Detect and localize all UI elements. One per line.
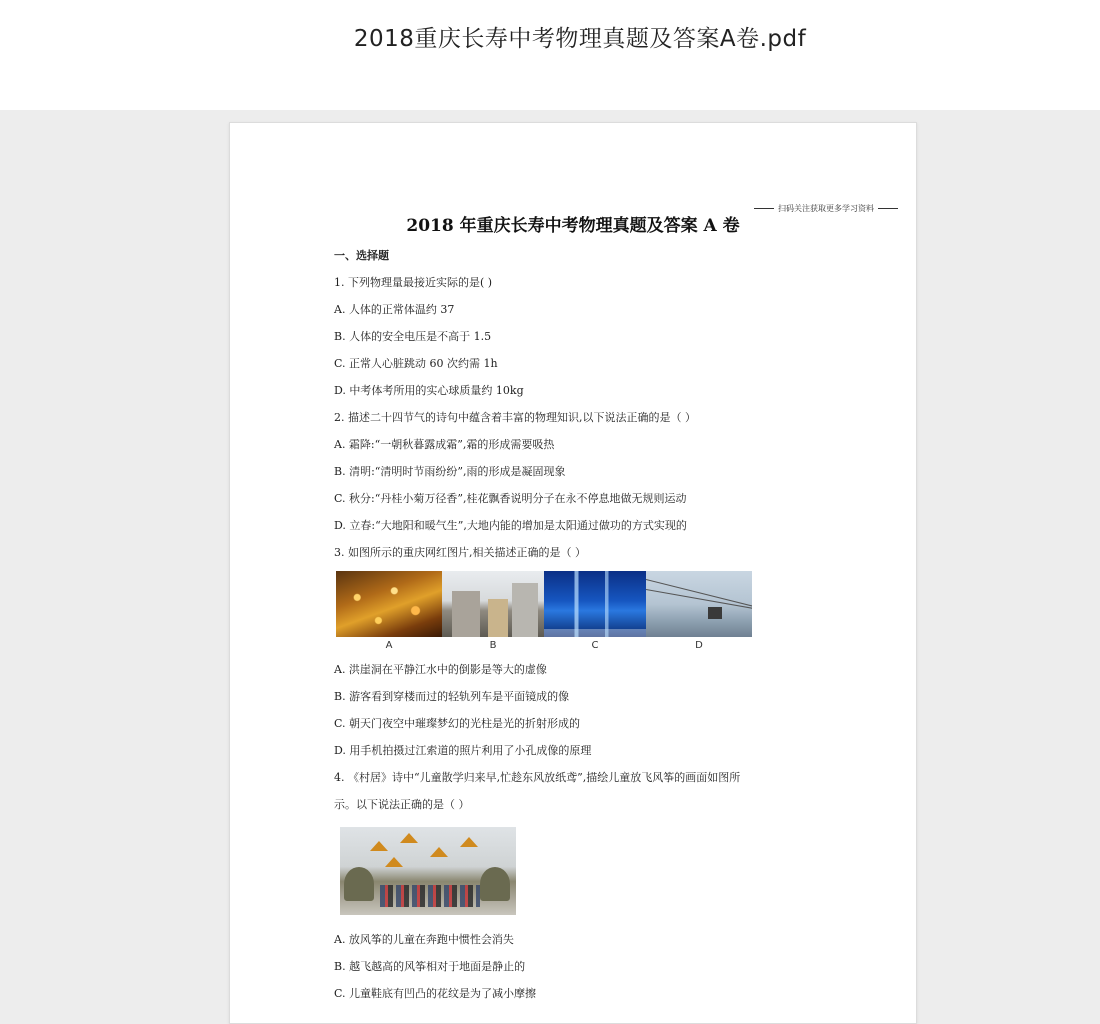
photo-label: C bbox=[591, 640, 599, 651]
photo-label: B bbox=[489, 640, 497, 651]
paper-title: 2018 年重庆长寿中考物理真题及答案 A 卷 bbox=[406, 216, 740, 236]
section-heading: 一、选择题 bbox=[334, 249, 389, 262]
question-line: 3. 如图所示的重庆网红图片,相关描述正确的是（ ） bbox=[334, 546, 586, 559]
option-line: C. 朝天门夜空中璀璨梦幻的光柱是光的折射形成的 bbox=[334, 717, 581, 730]
photo-d-cableway bbox=[646, 571, 752, 637]
option-line: B. 游客看到穿楼而过的轻轨列车是平面镜成的像 bbox=[334, 690, 570, 703]
option-line: C. 儿童鞋底有凹凸的花纹是为了减小摩擦 bbox=[334, 987, 537, 1000]
photo-labels bbox=[336, 640, 754, 651]
option-line: A. 霜降:“一朝秋暮露成霜”,霜的形成需要吸热 bbox=[334, 438, 555, 451]
option-line: D. 立春:“大地阳和暖气生”,大地内能的增加是太阳通过做功的方式实现的 bbox=[334, 519, 687, 532]
scan-note-text: 扫码关注获取更多学习资料 bbox=[778, 204, 874, 213]
pdf-page bbox=[229, 122, 917, 1024]
option-line: B. 人体的安全电压是不高于 1.5 bbox=[334, 330, 492, 343]
question-line: 1. 下列物理量最接近实际的是( ) bbox=[334, 276, 493, 289]
rule-left bbox=[754, 208, 774, 209]
option-line: C. 秋分:“丹桂小菊万径香”,桂花飘香说明分子在永不停息地做无规则运动 bbox=[334, 492, 687, 505]
photo-b-light-rail bbox=[442, 571, 544, 637]
option-line: B. 清明:“清明时节雨纷纷”,雨的形成是凝固现象 bbox=[334, 465, 566, 478]
photo-label: A bbox=[385, 640, 393, 651]
photo-a-hongyadong bbox=[336, 571, 442, 637]
option-line: A. 洪崖洞在平静江水中的倒影是等大的虚像 bbox=[334, 663, 547, 676]
option-line: D. 用手机拍摄过江索道的照片利用了小孔成像的原理 bbox=[334, 744, 592, 757]
option-line: C. 正常人心脏跳动 60 次约需 1h bbox=[334, 357, 498, 370]
photo-label: D bbox=[695, 640, 703, 651]
document-title: 2018重庆长寿中考物理真题及答案A卷.pdf bbox=[353, 26, 807, 52]
question-3-photos bbox=[336, 571, 754, 637]
option-line: B. 越飞越高的风筝相对于地面是静止的 bbox=[334, 960, 526, 973]
rule-right bbox=[878, 208, 898, 209]
question-4-photo-kites bbox=[340, 827, 516, 915]
question-line: 2. 描述二十四节气的诗句中蕴含着丰富的物理知识,以下说法正确的是（ ） bbox=[334, 411, 696, 424]
option-line: A. 人体的正常体温约 37 bbox=[334, 303, 455, 316]
option-line: D. 中考体考所用的实心球质量约 10kg bbox=[334, 384, 524, 397]
question-line: 示。以下说法正确的是（ ） bbox=[334, 798, 470, 811]
option-line: A. 放风筝的儿童在奔跑中惯性会消失 bbox=[334, 933, 514, 946]
photo-c-chaotianmen bbox=[544, 571, 646, 637]
question-line: 4. 《村居》诗中“儿童散学归来早,忙趁东风放纸鸢”,描绘儿童放飞风筝的画面如图所 bbox=[334, 771, 741, 784]
top-bar bbox=[0, 0, 1100, 110]
